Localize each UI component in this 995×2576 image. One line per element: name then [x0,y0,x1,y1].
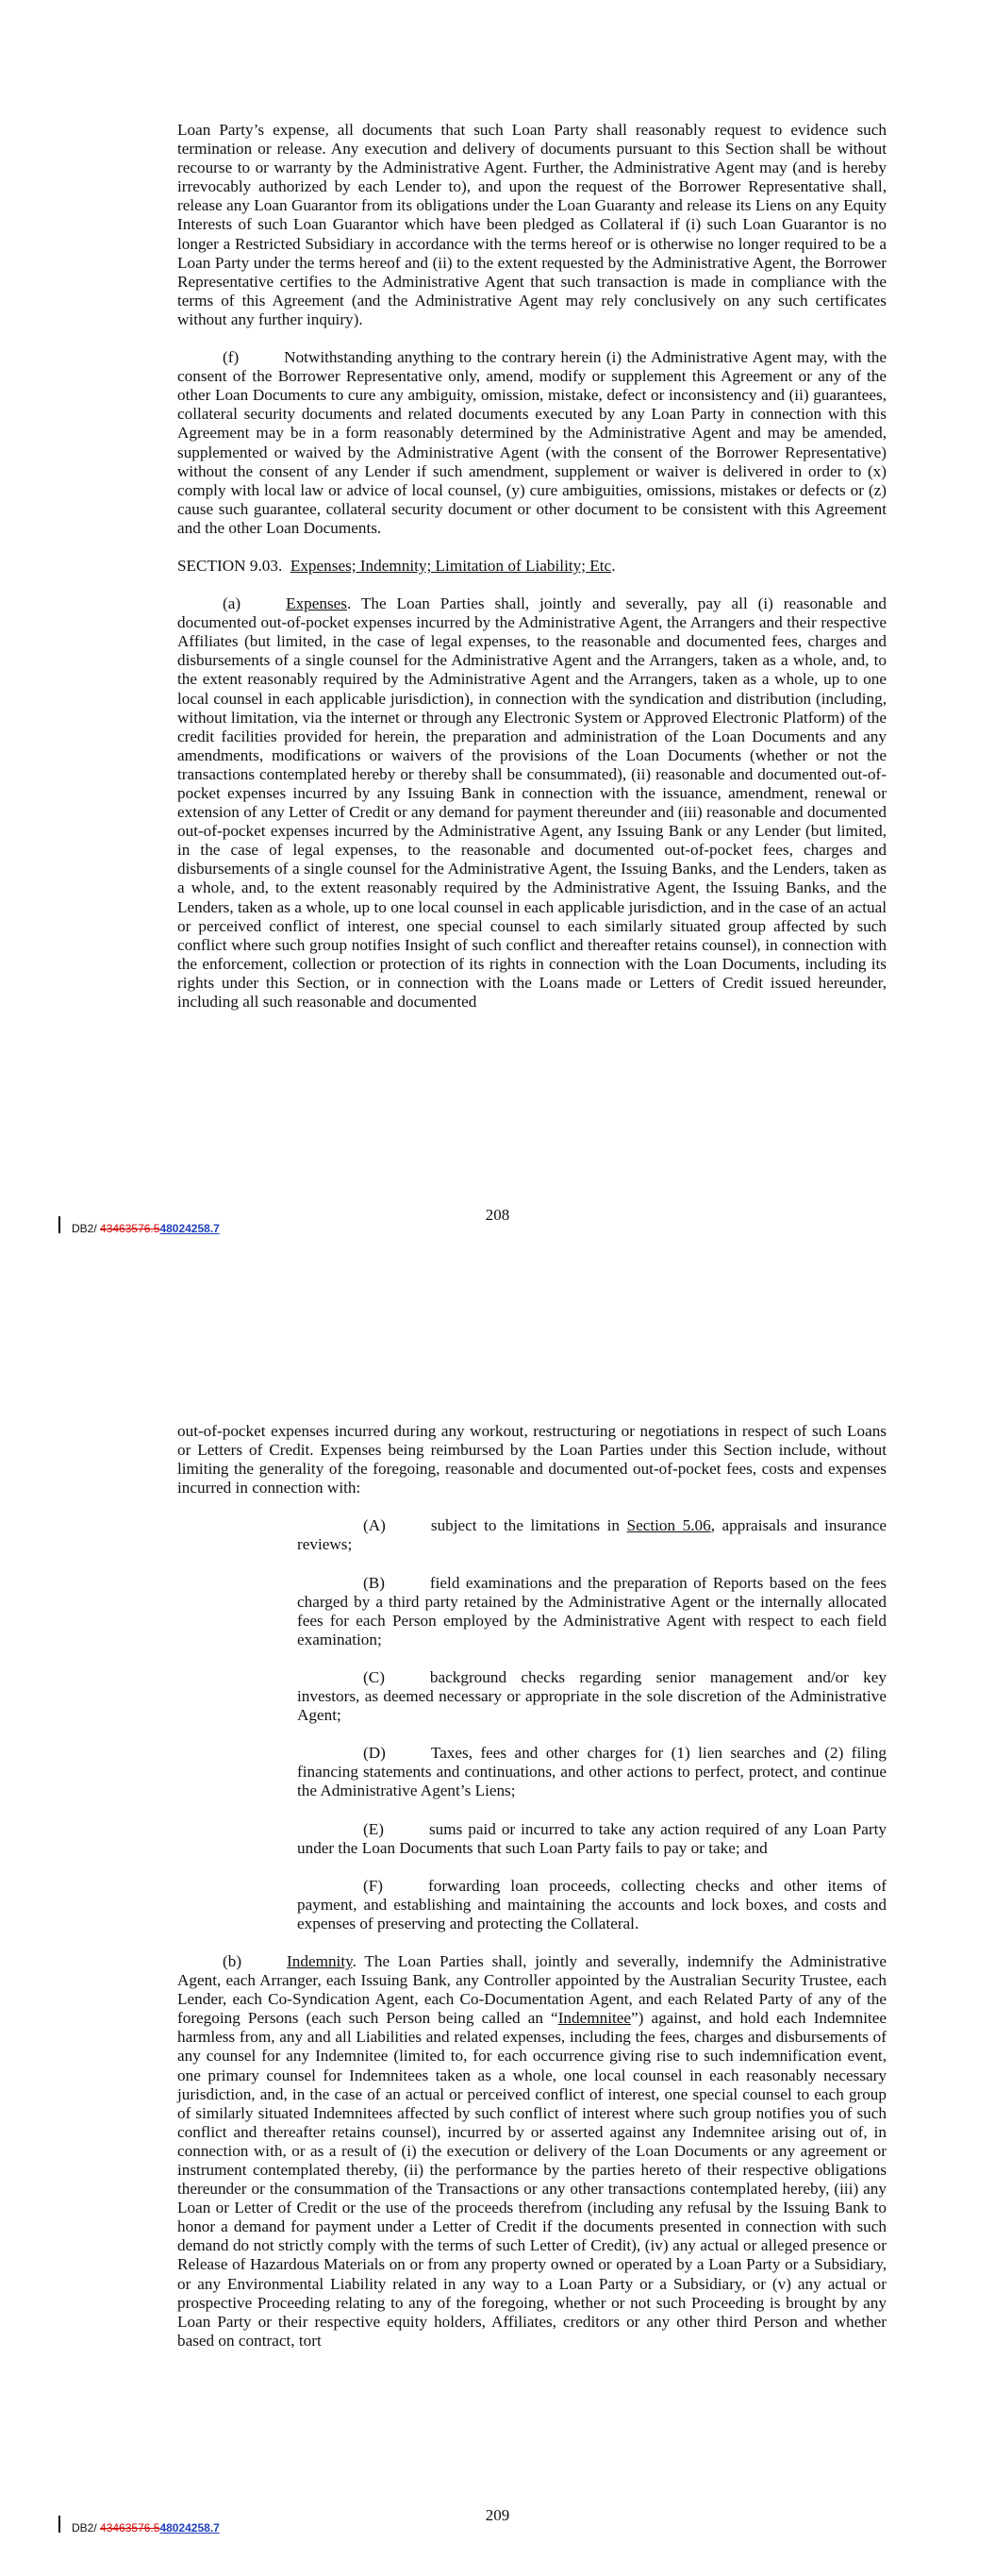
paragraph-a [177,594,887,1012]
page-209 [0,1288,995,2576]
paragraph-f [177,348,887,538]
footer-new-id: 48024258.7 [159,2521,220,2534]
item-text-end: , appraisals and insurance reviews; [297,1516,887,1554]
footer-old-id: 43463576.5 [100,2521,160,2534]
list-item-b [297,1574,887,1649]
document-footer [62,2521,220,2534]
item-label: (B) [363,1573,385,1592]
para-a-title: Expenses [286,594,347,613]
section-title: Expenses; Indemnity; Limitation of Liability; Etc [290,556,612,575]
list-item-c [297,1668,887,1725]
item-text: background checks regarding senior management and/or key investors, as deemed necessary or appropriate in the sole discretion of the Administrative Agent; [297,1667,887,1725]
section-heading [177,557,887,576]
page-number: 208 [485,1206,510,1224]
item-label: (D) [363,1744,386,1763]
page-body [177,121,887,1030]
page-number: 209 [485,2506,510,2524]
item-label: (E) [363,1819,384,1838]
section-reference: Section 5.06 [626,1516,711,1535]
list-item-d [297,1744,887,1800]
section-number: SECTION 9.03. [177,556,283,575]
list-item-e [297,1820,887,1858]
item-text: field examinations and the preparation of Reports based on the fees charged by a third party retained by the Administrative Agent or the internally allocated fees for each Person employed by the Administrative Agent with respect to each field examination; [297,1573,887,1648]
footer-prefix: DB2/ [72,2521,97,2534]
para-b-title: Indemnity [287,1951,353,1970]
item-text: forwarding loan proceeds, collecting checks and other items of payment, and establishing and maintaining the accounts and lock boxes, and costs and expenses of preserving and protecting the Collateral. [297,1876,887,1932]
paragraph-b-text-continued: ”) against, and hold each Indemnitee harmless from, any and all Liabilities and related expenses, including the fees, charges and disbursements of any counsel for any Indemnitee (limited to, for each occurrence giving rise to such indemnification event, one primary counsel for Indemnitees taken as a whole, one local counsel in each reasonably necessary jurisdiction, and, in the case of an actual or perceived conflict of interest, one special counsel to each group of similarly situated Indemnitees affected by such conflict of interest where such group notifies you of such conflict and thereafter retains counsel), incurred by or asserted against any Indemnitee arising out of, in connection with, or as a result of (i) the execution or delivery of the Loan Documents or any agreement or instrument contemplated thereby, (ii) the performance by the parties hereto of their respective obligations thereunder or the consummation of the Transactions or any other transactions contemplated hereby, (iii) any Loan or Letter of Credit or the use of the proceeds therefrom (including any refusal by the Issuing Bank to honor a demand for payment under a Letter of Credit if the documents presented in connection with such demand do not strictly comply with the terms of such Letter of Credit), (iv) any actual or alleged presence or Release of Hazardous Materials on or from any property owned or operated by a Loan Party or a Subsidiary, or any Environmental Liability related in any way to a Loan Party or a Subsidiary, or (v) any actual or prospective Proceeding relating to any of the foregoing, whether or not such Proceeding is brought by any Loan Party or their respective equity holders, Affiliates, creditors or any other third Person and whether based on contract, tort [177,2009,887,2350]
item-text: subject to the limitations in [430,1516,627,1535]
list-item-f [297,1877,887,1933]
para-label: (b) [223,1951,242,1970]
footer-old-id: 43463576.5 [100,1222,160,1235]
list-item-a [297,1516,887,1554]
document-footer [62,1222,220,1235]
page-body [177,1422,887,2369]
section-title-end: . [611,556,616,575]
para-label: (f) [223,348,240,367]
paragraph-b-text: . The Loan Parties shall, jointly and severally, indemnify the Administrative Agent, each Arranger, each Issuing Bank, any Controller appointed by the Australian Security Trustee, each Lender, each Co-Syndication Agent, each Co-Documentation Agent, and each Related Party of any of the foregoing Persons (each such Person being called an “ [177,1951,887,2028]
item-label: (F) [363,1876,384,1895]
paragraph-intro: out-of-pocket expenses incurred during any workout, restructuring or negotiations in respect of such Loans or Letters of Credit. Expenses being reimbursed by the Loan Parties under this Section include, without limiting the generality of the foregoing, reasonable and documented out-of-pocket fees, costs and expenses incurred in connection with: [177,1422,887,1497]
item-label: (C) [363,1667,385,1686]
footer-new-id: 48024258.7 [159,1222,220,1235]
footer-prefix: DB2/ [72,1222,97,1235]
change-bar [58,1216,60,1233]
paragraph-release: Loan Party’s expense, all documents that such Loan Party shall reasonably request to evidence such termination or release. Any execution and delivery of documents pursuant to this Section shall be without recourse to or warranty by the Administrative Agent. Further, the Administrative Agent may (and is hereby irrevocably authorized by each Lender to), and upon the request of the Borrower Representative shall, release any Loan Guarantor from its obligations under the Loan Guaranty and release its Liens on any Equity Interests of such Loan Guarantor which have been pledged as Collateral if (i) such Loan Guarantor is no longer a Restricted Subsidiary in accordance with the terms hereof or is otherwise no longer required to be a Loan Party under the terms hereof and (ii) to the extent requested by the Administrative Agent, the Borrower Representative certifies to the Administrative Agent that such transaction is made in compliance with the terms of this Agreement (and the Administrative Agent may rely conclusively on any such certificates without any further inquiry). [177,121,887,328]
para-label: (a) [223,594,241,613]
item-text: sums paid or incurred to take any action required of any Loan Party under the Loan Documents that such Loan Party fails to pay or take; and [297,1819,887,1857]
item-text: Taxes, fees and other charges for (1) lien searches and (2) filing financing statements and continuations, and other actions to perfect, protect, and continue the Administrative Agent’s Liens; [297,1744,887,1800]
paragraph-a-text: . The Loan Parties shall, jointly and severally, pay all (i) reasonable and documented out-of-pocket expenses incurred by the Administrative Agent, the Arrangers and their respective Affiliates (but limited, in the case of legal expenses, to the reasonable and documented fees, charges and disbursements of a single counsel for the Administrative Agent and the Arrangers, taken as a whole, and, to the extent reasonably required by the Administrative Agent and the Arrangers, taken as a whole, up to one local counsel in each applicable jurisdiction), in connection with the syndication and distribution (including, without limitation, via the internet or through any Electronic System or Approved Electronic Platform) of the credit facilities provided for herein, the preparation and administration of the Loan Documents and any amendments, modifications or waivers of the provisions of the Loan Documents (whether or not the transactions contemplated hereby or thereby shall be consummated), (ii) reasonable and documented out-of-pocket expenses incurred by any Issuing Bank in connection with the issuance, amendment, renewal or extension of any Letter of Credit or any demand for payment thereunder and (iii) reasonable and documented out-of-pocket expenses incurred by the Administrative Agent, any Issuing Bank or any Lender (but limited, in the case of legal expenses, to the reasonable and documented out-of-pocket fees, charges and disbursements of a single counsel for the Administrative Agent, the Issuing Banks, and the Lenders, taken as a whole, and, to the extent reasonably required by the Administrative Agent, the Issuing Banks, and the Lenders, taken as a whole, up to one local counsel in each applicable jurisdiction, and in the case of an actual or perceived conflict of interest, one special counsel to each similarly situated group affected by such conflict where such group notifies Insight of such conflict and thereafter retains counsel), in connection with the enforcement, collection or protection of its rights in connection with the Loan Documents, including its rights under this Section, or in connection with the Loans made or Letters of Credit issued hereunder, including all such reasonable and documented [177,594,887,1012]
change-bar [58,2516,60,2533]
paragraph-f-text: Notwithstanding anything to the contrary herein (i) the Administrative Agent may, with the consent of the Borrower Representative only, amend, modify or supplement this Agreement or any of the other Loan Documents to cure any ambiguity, omission, mistake, defect or inconsistency and (ii) guarantees, collateral security documents and related documents executed by any Loan Party in connection with this Agreement may be in a form reasonably determined by the Administrative Agent and may be amended, supplemented or waived by the Administrative Agent (with the consent of the Borrower Representative) without the consent of any Lender if such amendment, supplement or waiver is delivered in order to (x) comply with local law or advice of local counsel, (y) cure ambiguities, omissions, mistakes or defects or (z) cause such guarantee, collateral security document or other document to be consistent with this Agreement and the other Loan Documents. [177,348,887,537]
paragraph-b [177,1952,887,2350]
item-label: (A) [363,1516,386,1535]
defined-term: Indemnitee [557,2009,631,2028]
